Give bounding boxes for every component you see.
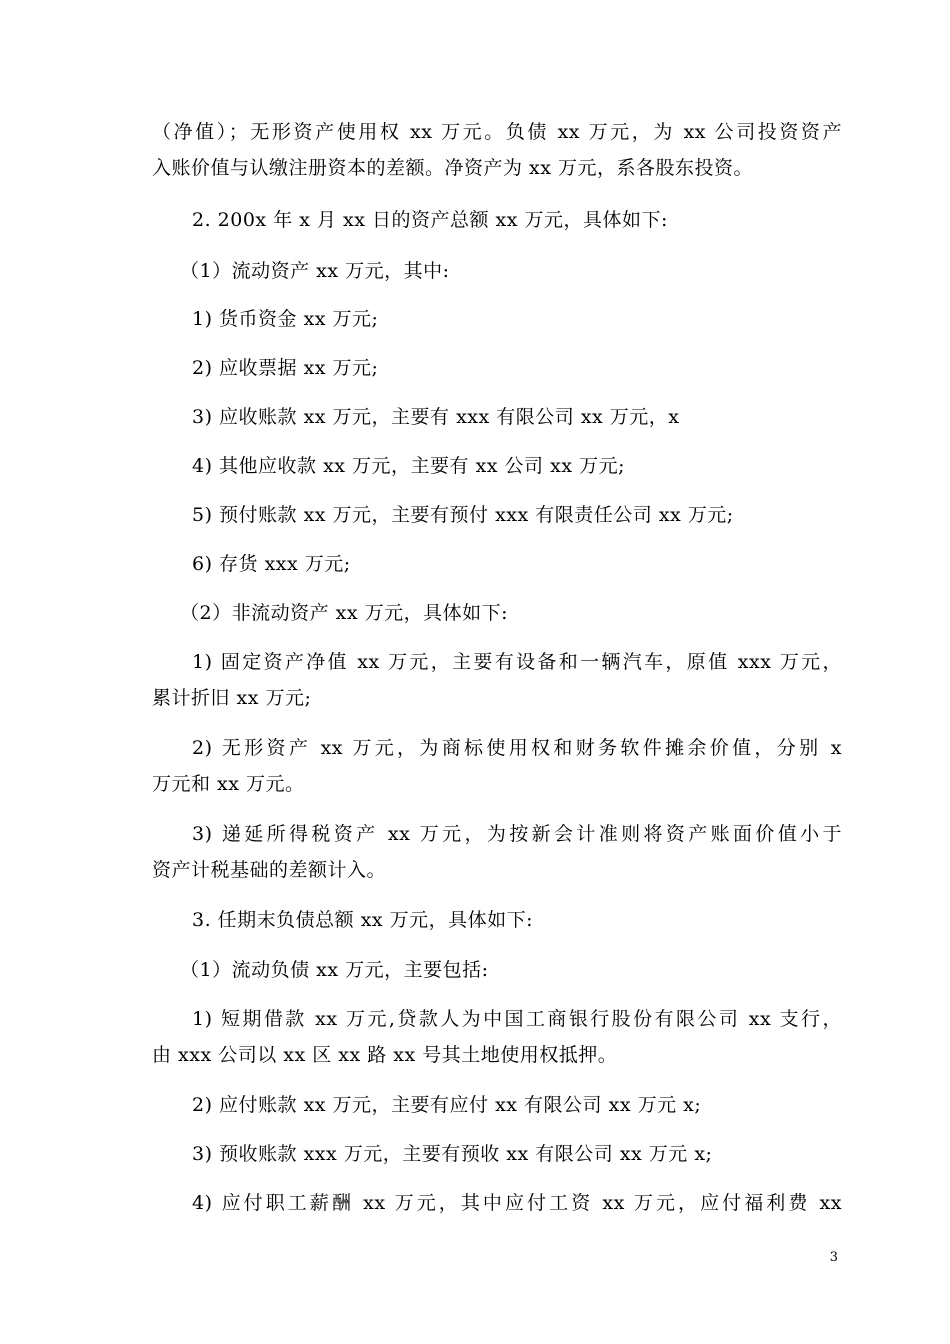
list-item-advances-received: 3) 预收账款 xxx 万元，主要有预收 xx 有限公司 xx 万元 x;	[192, 1143, 713, 1165]
paragraph-line-2: 入账价值与认缴注册资本的差额。净资产为 xx 万元，系各股东投资。	[152, 157, 754, 179]
list-item-cash: 1) 货币资金 xx 万元;	[192, 308, 379, 330]
list-item-short-term-borrowings-continued: 由 xxx 公司以 xx 区 xx 路 xx 号其土地使用权抵押。	[152, 1044, 618, 1066]
section-heading-3: 3. 任期末负债总额 xx 万元，具体如下:	[192, 909, 534, 931]
list-item-short-term-borrowings: 1) 短期借款 xx 万元,贷款人为中国工商银行股份有限公司 xx 支行，	[192, 1008, 842, 1030]
paragraph-line-1: （净值）；无形资产使用权 xx 万元。负债 xx 万元，为 xx 公司投资资产	[152, 121, 842, 143]
list-item-inventory: 6) 存货 xxx 万元;	[192, 553, 351, 575]
list-item-prepayments: 5) 预付账款 xx 万元，主要有预付 xxx 有限责任公司 xx 万元;	[192, 504, 734, 526]
list-item-fixed-assets: 1) 固定资产净值 xx 万元，主要有设备和一辆汽车，原值 xxx 万元，	[192, 651, 842, 673]
section-heading-2: 2. 200x 年 x 月 xx 日的资产总额 xx 万元，具体如下:	[192, 209, 668, 231]
list-item-intangible-assets: 2) 无形资产 xx 万元，为商标使用权和财务软件摊余价值，分别 x	[192, 737, 842, 759]
list-item-intangible-assets-continued: 万元和 xx 万元。	[152, 773, 305, 795]
list-item-fixed-assets-continued: 累计折旧 xx 万元;	[152, 687, 312, 709]
page-number: 3	[829, 1250, 838, 1265]
list-item-deferred-tax-assets-continued: 资产计税基础的差额计入。	[152, 859, 387, 881]
subsection-heading-noncurrent-assets: （2）非流动资产 xx 万元，具体如下:	[180, 602, 509, 624]
list-item-accounts-receivable: 3) 应收账款 xx 万元，主要有 xxx 有限公司 xx 万元，x	[192, 406, 680, 428]
list-item-employee-compensation: 4) 应付职工薪酬 xx 万元，其中应付工资 xx 万元，应付福利费 xx	[192, 1192, 842, 1214]
subsection-heading-current-liabilities: （1）流动负债 xx 万元，主要包括:	[180, 959, 489, 981]
list-item-other-receivables: 4) 其他应收款 xx 万元，主要有 xx 公司 xx 万元;	[192, 455, 625, 477]
list-item-accounts-payable: 2) 应付账款 xx 万元，主要有应付 xx 有限公司 xx 万元 x;	[192, 1094, 702, 1116]
subsection-heading-current-assets: （1）流动资产 xx 万元，其中:	[180, 260, 450, 282]
list-item-notes-receivable: 2) 应收票据 xx 万元;	[192, 357, 379, 379]
list-item-deferred-tax-assets: 3) 递延所得税资产 xx 万元，为按新会计准则将资产账面价值小于	[192, 823, 842, 845]
